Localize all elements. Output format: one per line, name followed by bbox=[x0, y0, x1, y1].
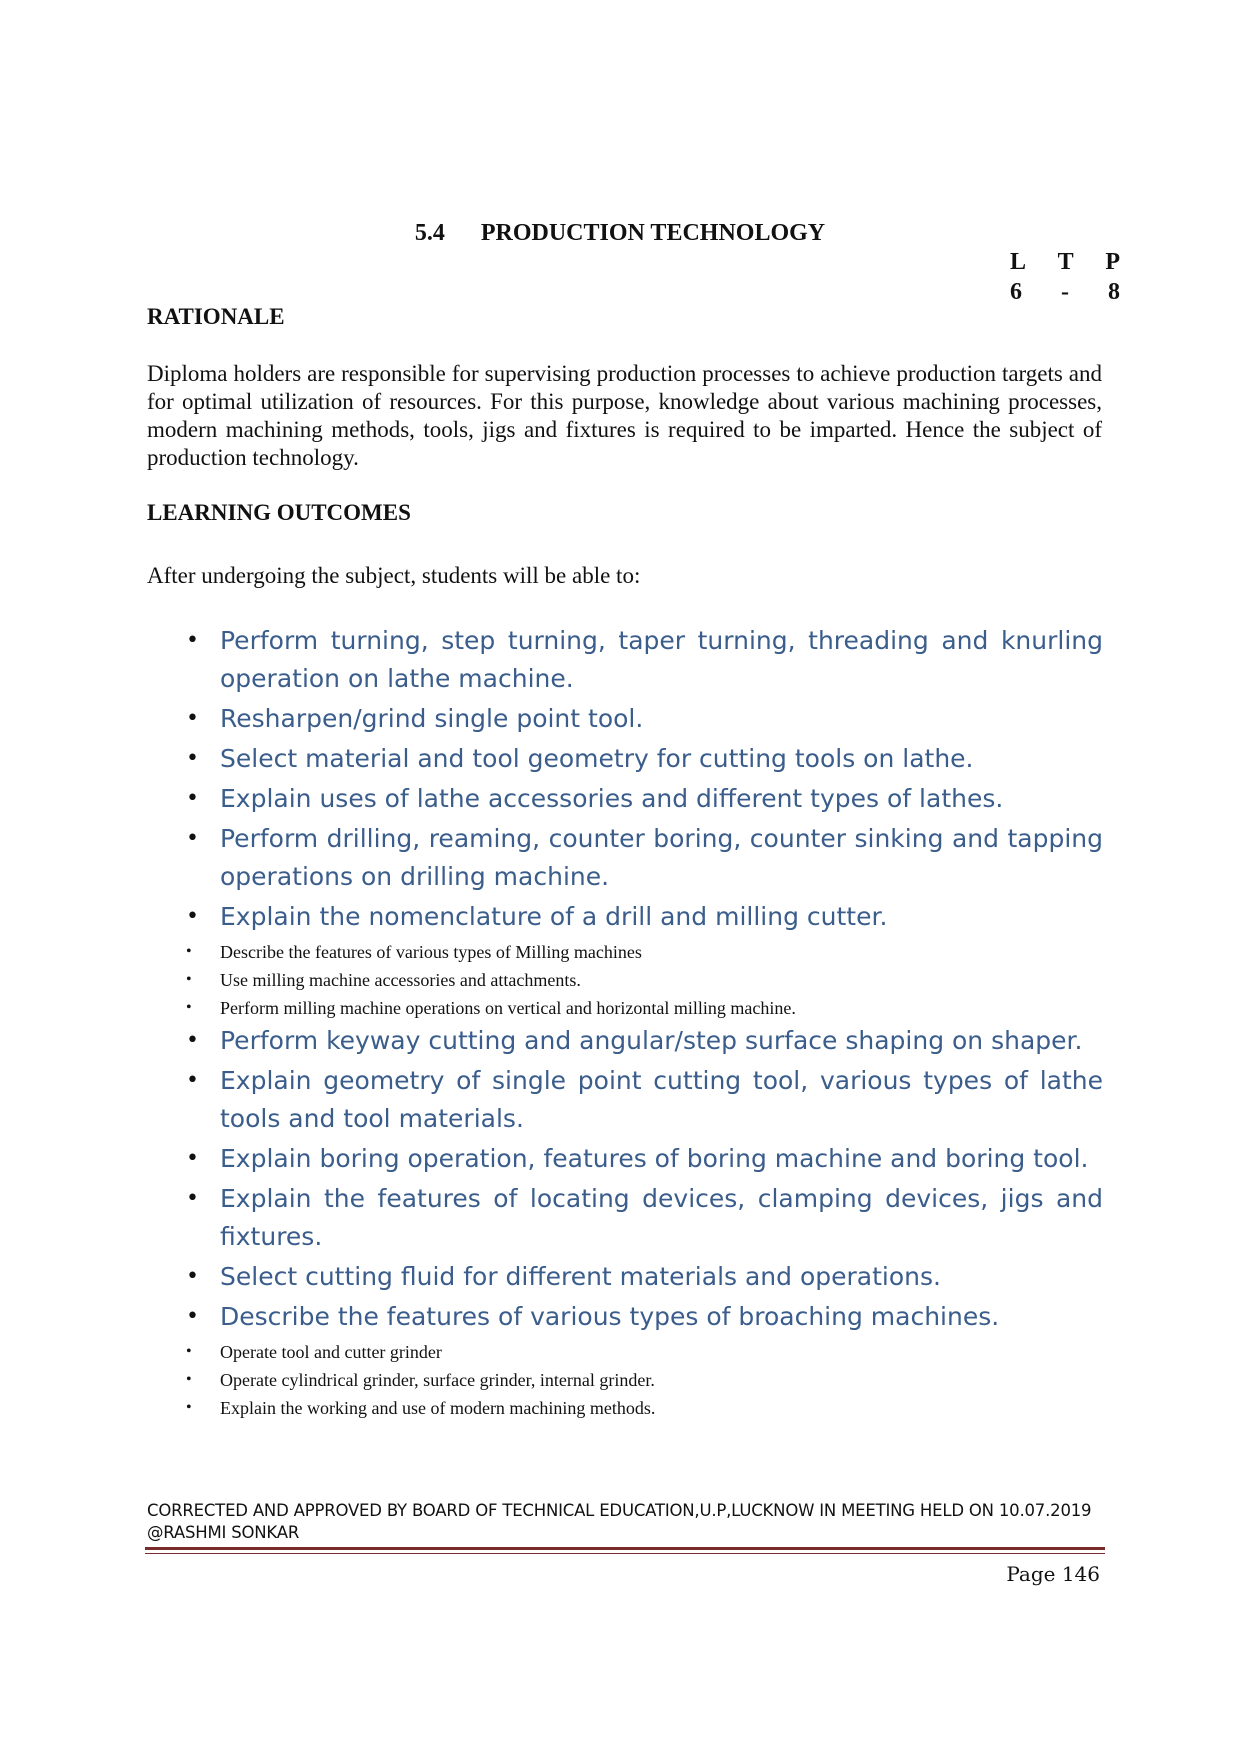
outcome-item bbox=[0, 1366, 1240, 1394]
outcome-text: Perform keyway cutting and angular/step surface shaping on shaper. bbox=[220, 1026, 1083, 1055]
outcome-text: Explain the features of locating devices, clamping devices, jigs and fixtures. bbox=[220, 1184, 1103, 1251]
outcome-text: Explain boring operation, features of boring machine and boring tool. bbox=[220, 1144, 1089, 1173]
outcome-item bbox=[0, 1258, 1240, 1296]
outcome-item bbox=[0, 1140, 1240, 1178]
outcome-text: Resharpen/grind single point tool. bbox=[220, 704, 644, 733]
outcome-text: Operate tool and cutter grinder bbox=[220, 1342, 442, 1362]
outcome-text: Perform drilling, reaming, counter boring, counter sinking and tapping operations on drilling machine. bbox=[220, 824, 1103, 891]
outcome-text: Perform turning, step turning, taper turning, threading and knurling operation on lathe machine. bbox=[220, 626, 1103, 693]
footer-rule-thick bbox=[145, 1547, 1105, 1550]
outcome-item bbox=[0, 1180, 1240, 1256]
outcome-text: Explain uses of lathe accessories and different types of lathes. bbox=[220, 784, 1004, 813]
rationale-heading: RATIONALE bbox=[147, 304, 285, 329]
bullet-icon: • bbox=[186, 1343, 192, 1360]
outcome-text: Describe the features of various types of broaching machines. bbox=[220, 1302, 1000, 1331]
bullet-icon: • bbox=[186, 999, 192, 1016]
ltp-label-l: L bbox=[1010, 249, 1027, 275]
outcome-text: Explain the working and use of modern machining methods. bbox=[220, 1398, 656, 1418]
learning-outcomes-list bbox=[0, 622, 1240, 1422]
outcome-item bbox=[0, 820, 1240, 896]
outcome-text: Select cutting fluid for different materials and operations. bbox=[220, 1262, 941, 1291]
learning-outcomes-intro: After undergoing the subject, students will be able to: bbox=[147, 563, 641, 588]
outcome-text: Use milling machine accessories and attachments. bbox=[220, 970, 581, 990]
outcome-item bbox=[0, 938, 1240, 966]
bullet-icon: • bbox=[186, 1028, 199, 1053]
section-number: 5.4 bbox=[414, 220, 445, 246]
outcome-item bbox=[0, 1394, 1240, 1422]
ltp-label-t: T bbox=[1057, 249, 1074, 275]
outcome-text: Operate cylindrical grinder, surface grinder, internal grinder. bbox=[220, 1370, 655, 1390]
bullet-icon: • bbox=[186, 971, 192, 988]
bullet-icon: • bbox=[186, 826, 199, 851]
bullet-icon: • bbox=[186, 1264, 199, 1289]
approval-note: CORRECTED AND APPROVED BY BOARD OF TECHNICAL EDUCATION,U.P,LUCKNOW IN MEETING HELD ON 10.07.2019 @RASHMI SONKAR bbox=[147, 1501, 1092, 1542]
learning-outcomes-heading: LEARNING OUTCOMES bbox=[147, 500, 411, 525]
outcome-item bbox=[0, 780, 1240, 818]
ltp-labels-row bbox=[1010, 247, 1120, 277]
bullet-icon: • bbox=[186, 1068, 199, 1093]
ltp-table bbox=[1010, 247, 1120, 307]
rationale-paragraph: Diploma holders are responsible for supervising production processes to achieve production targets and for optimal utilization of resources. For this purpose, knowledge about various machining processes, modern machining methods, tools, jigs and fixtures is required to be imparted. Hence the subject of production technology. bbox=[147, 361, 1102, 470]
outcome-item bbox=[0, 994, 1240, 1022]
outcome-item bbox=[0, 898, 1240, 936]
outcome-text: Explain geometry of single point cutting tool, various types of lathe tools and tool materials. bbox=[220, 1066, 1103, 1133]
ltp-value-t: - bbox=[1061, 279, 1069, 305]
bullet-icon: • bbox=[186, 786, 199, 811]
outcome-text: Select material and tool geometry for cutting tools on lathe. bbox=[220, 744, 974, 773]
outcome-item bbox=[0, 622, 1240, 698]
bullet-icon: • bbox=[186, 746, 199, 771]
bullet-icon: • bbox=[186, 1186, 199, 1211]
bullet-icon: • bbox=[186, 1304, 199, 1329]
bullet-icon: • bbox=[186, 1399, 192, 1416]
bullet-icon: • bbox=[186, 706, 199, 731]
page-number: Page 146 bbox=[1006, 1562, 1100, 1586]
ltp-value-l: 6 bbox=[1010, 279, 1022, 305]
bullet-icon: • bbox=[186, 1146, 199, 1171]
bullet-icon: • bbox=[186, 1371, 192, 1388]
outcome-text: Explain the nomenclature of a drill and milling cutter. bbox=[220, 902, 888, 931]
outcome-item bbox=[0, 700, 1240, 738]
outcome-item bbox=[0, 1298, 1240, 1336]
bullet-icon: • bbox=[186, 628, 199, 653]
ltp-values-row bbox=[1010, 277, 1120, 307]
footer-rule-thin bbox=[145, 1553, 1105, 1554]
outcome-item bbox=[0, 1022, 1240, 1060]
ltp-value-p: 8 bbox=[1108, 279, 1120, 305]
outcome-item bbox=[0, 1062, 1240, 1138]
outcome-item bbox=[0, 966, 1240, 994]
outcome-item bbox=[0, 740, 1240, 778]
section-title-text: PRODUCTION TECHNOLOGY bbox=[480, 220, 826, 246]
outcome-text: Perform milling machine operations on vertical and horizontal milling machine. bbox=[220, 998, 796, 1018]
ltp-label-p: P bbox=[1105, 249, 1120, 275]
bullet-icon: • bbox=[186, 943, 192, 960]
outcome-text: Describe the features of various types of Milling machines bbox=[220, 942, 642, 962]
outcome-item bbox=[0, 1338, 1240, 1366]
section-title bbox=[0, 220, 1240, 247]
bullet-icon: • bbox=[186, 904, 199, 929]
